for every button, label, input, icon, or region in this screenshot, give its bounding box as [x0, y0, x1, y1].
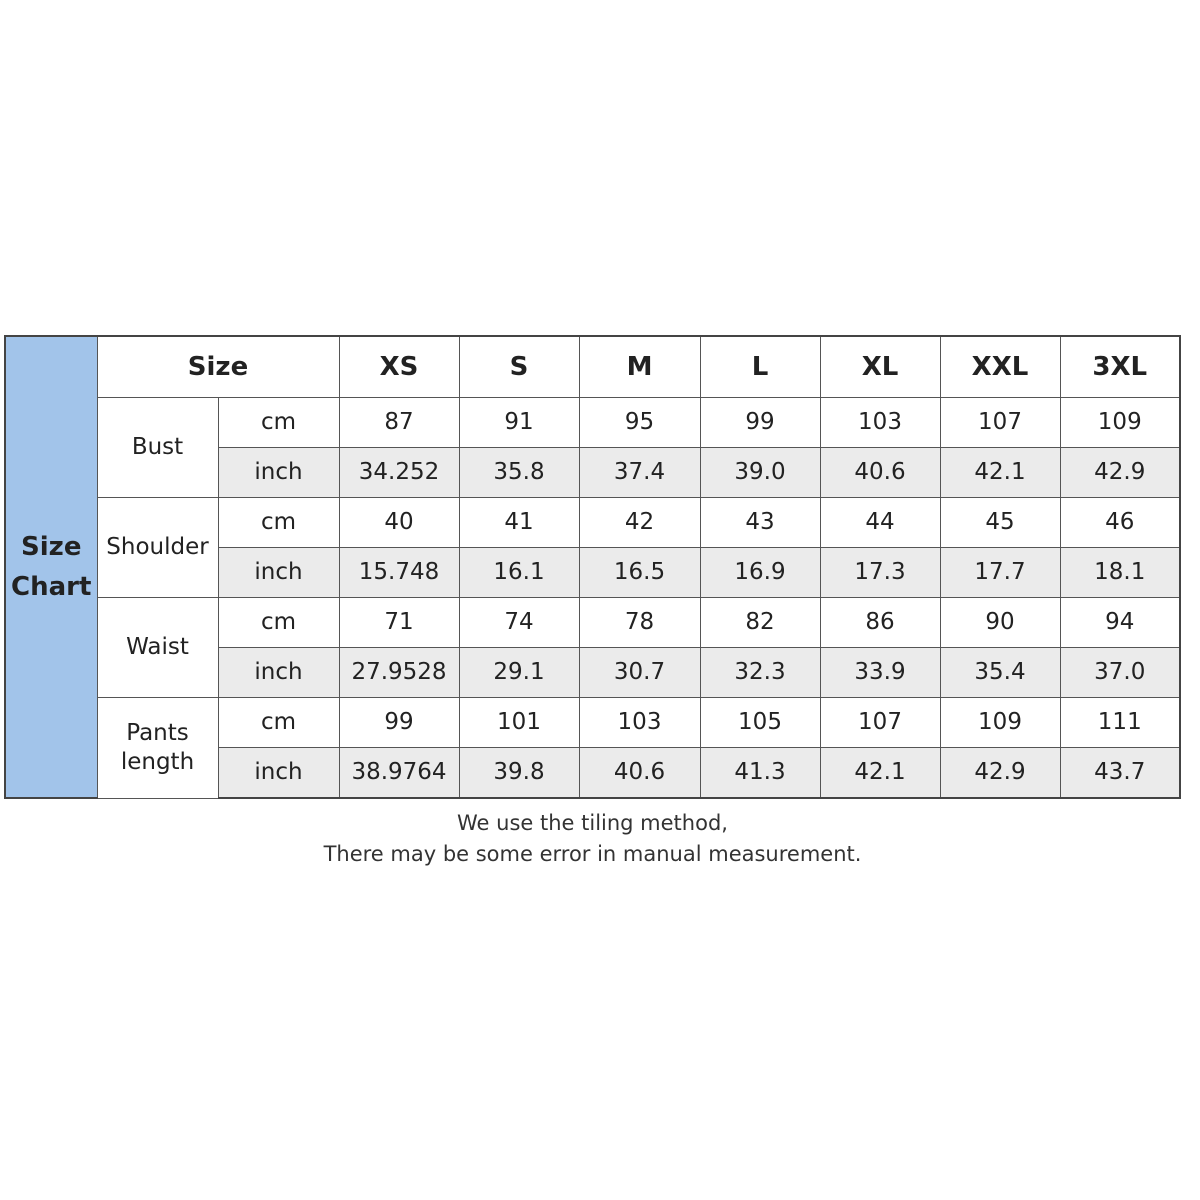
value-cell: 78 — [579, 598, 700, 648]
waist-label: Waist — [97, 598, 218, 698]
unit-cell: inch — [218, 548, 339, 598]
value-cell: 105 — [700, 698, 820, 748]
unit-cell: inch — [218, 448, 339, 498]
note-line-2: There may be some error in manual measurement. — [323, 842, 862, 866]
value-cell: 109 — [940, 698, 1060, 748]
unit-cell: cm — [218, 398, 339, 448]
value-cell: 43 — [700, 498, 820, 548]
value-cell: 42.9 — [1060, 448, 1180, 498]
pants-length-label: Pants length — [97, 698, 218, 799]
value-cell: 90 — [940, 598, 1060, 648]
value-cell: 107 — [820, 698, 940, 748]
value-cell: 82 — [700, 598, 820, 648]
value-cell: 35.4 — [940, 648, 1060, 698]
value-cell: 17.7 — [940, 548, 1060, 598]
size-chart-body — [5, 336, 1180, 798]
size-m-header: M — [579, 336, 700, 398]
side-label-line-1: Size — [21, 532, 82, 562]
table-row — [5, 698, 1180, 748]
bust-label: Bust — [97, 398, 218, 498]
value-cell: 41.3 — [700, 748, 820, 799]
measurement-notes — [0, 808, 1185, 870]
value-cell: 99 — [339, 698, 459, 748]
value-cell: 18.1 — [1060, 548, 1180, 598]
value-cell: 86 — [820, 598, 940, 648]
table-row — [5, 498, 1180, 548]
value-cell: 99 — [700, 398, 820, 448]
unit-cell: cm — [218, 498, 339, 548]
size-3xl-header: 3XL — [1060, 336, 1180, 398]
value-cell: 17.3 — [820, 548, 940, 598]
value-cell: 27.9528 — [339, 648, 459, 698]
header-row — [5, 336, 1180, 398]
value-cell: 42 — [579, 498, 700, 548]
shoulder-label: Shoulder — [97, 498, 218, 598]
size-xl-header: XL — [820, 336, 940, 398]
value-cell: 87 — [339, 398, 459, 448]
value-cell: 94 — [1060, 598, 1180, 648]
size-chart-side-label — [5, 336, 97, 798]
value-cell: 37.0 — [1060, 648, 1180, 698]
value-cell: 29.1 — [459, 648, 579, 698]
unit-cell: cm — [218, 698, 339, 748]
size-xxl-header: XXL — [940, 336, 1060, 398]
value-cell: 42.1 — [940, 448, 1060, 498]
value-cell: 39.8 — [459, 748, 579, 799]
value-cell: 74 — [459, 598, 579, 648]
value-cell: 103 — [820, 398, 940, 448]
value-cell: 32.3 — [700, 648, 820, 698]
table-row — [5, 398, 1180, 448]
size-xs-header: XS — [339, 336, 459, 398]
value-cell: 42.9 — [940, 748, 1060, 799]
value-cell: 109 — [1060, 398, 1180, 448]
value-cell: 40 — [339, 498, 459, 548]
value-cell: 107 — [940, 398, 1060, 448]
value-cell: 16.1 — [459, 548, 579, 598]
value-cell: 38.9764 — [339, 748, 459, 799]
value-cell: 15.748 — [339, 548, 459, 598]
value-cell: 40.6 — [820, 448, 940, 498]
side-label-line-2: Chart — [11, 572, 92, 602]
unit-cell: inch — [218, 748, 339, 799]
value-cell: 95 — [579, 398, 700, 448]
table-row — [5, 598, 1180, 648]
size-header-cell: Size — [97, 336, 339, 398]
value-cell: 41 — [459, 498, 579, 548]
value-cell: 39.0 — [700, 448, 820, 498]
value-cell: 37.4 — [579, 448, 700, 498]
unit-cell: inch — [218, 648, 339, 698]
value-cell: 103 — [579, 698, 700, 748]
unit-cell: cm — [218, 598, 339, 648]
value-cell: 44 — [820, 498, 940, 548]
size-l-header: L — [700, 336, 820, 398]
value-cell: 35.8 — [459, 448, 579, 498]
value-cell: 16.5 — [579, 548, 700, 598]
value-cell: 111 — [1060, 698, 1180, 748]
size-s-header: S — [459, 336, 579, 398]
value-cell: 71 — [339, 598, 459, 648]
value-cell: 45 — [940, 498, 1060, 548]
value-cell: 43.7 — [1060, 748, 1180, 799]
value-cell: 46 — [1060, 498, 1180, 548]
size-chart-table — [4, 335, 1181, 799]
value-cell: 16.9 — [700, 548, 820, 598]
value-cell: 42.1 — [820, 748, 940, 799]
note-line-1: We use the tiling method, — [457, 811, 728, 835]
value-cell: 91 — [459, 398, 579, 448]
value-cell: 30.7 — [579, 648, 700, 698]
value-cell: 34.252 — [339, 448, 459, 498]
value-cell: 101 — [459, 698, 579, 748]
value-cell: 40.6 — [579, 748, 700, 799]
value-cell: 33.9 — [820, 648, 940, 698]
